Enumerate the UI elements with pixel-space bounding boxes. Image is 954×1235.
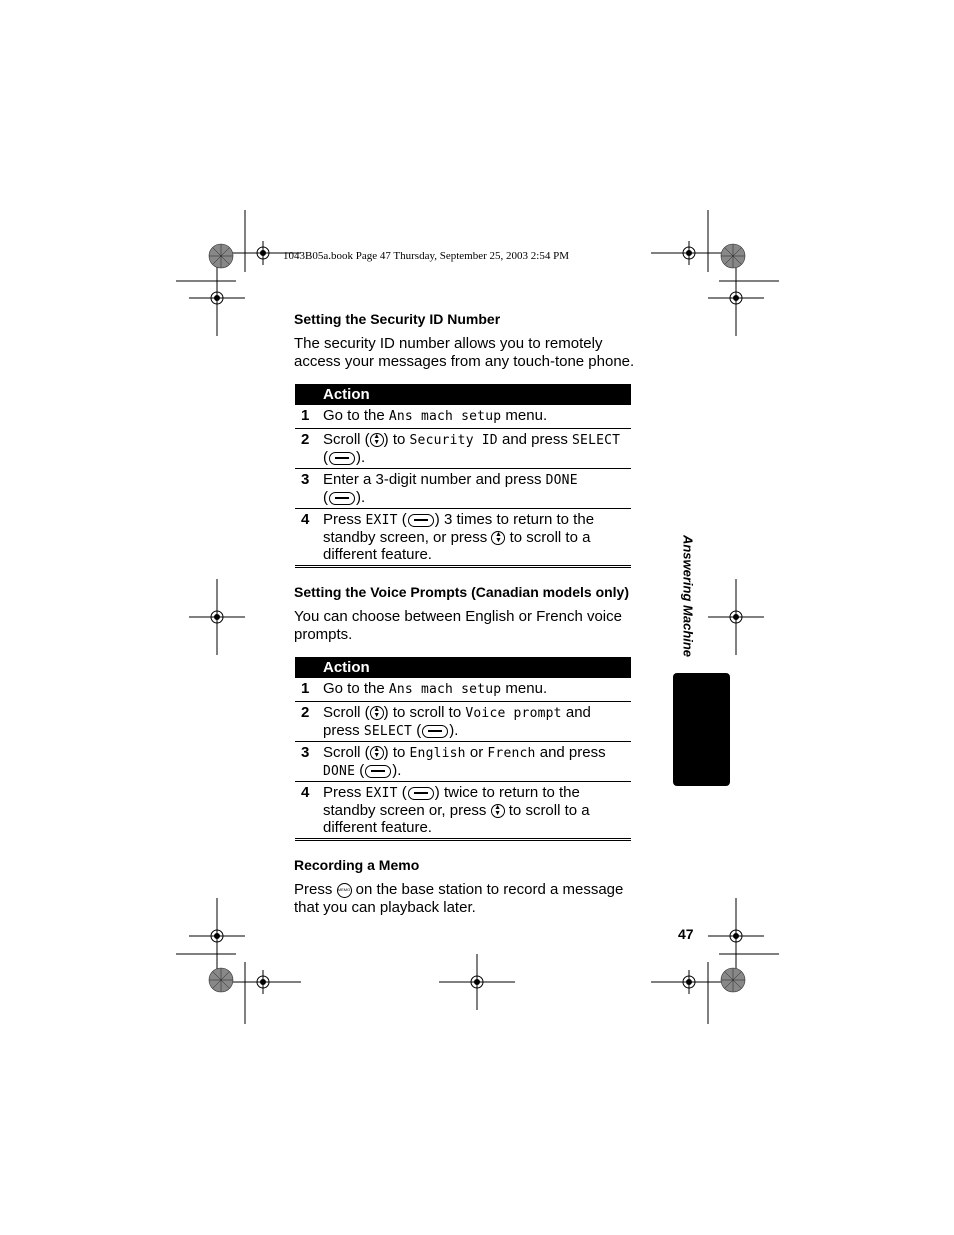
scroll-key-icon: ▲ ▼ (370, 746, 384, 760)
step-text: ). (356, 449, 366, 466)
scroll-key-icon: ▲ ▼ (491, 804, 505, 818)
step-text: ). (392, 762, 402, 779)
table-row (295, 509, 631, 568)
step-number: 3 (301, 744, 310, 761)
step-text: ). (356, 489, 366, 506)
step-number: 4 (301, 784, 310, 801)
step-text: menu. (501, 407, 548, 424)
step-text: Scroll ( (323, 431, 370, 448)
step-text: to scroll to a different feature. (323, 529, 591, 563)
step-text: to scroll to a different feature. (323, 802, 590, 836)
step-text: ) 3 times to return to the standby screen, or press (323, 511, 595, 546)
step-number: 2 (301, 704, 310, 721)
step-text: ( (323, 449, 328, 466)
softkey-icon (329, 452, 355, 465)
step-text: ). (449, 722, 459, 739)
section-heading-voice-prompts: Setting the Voice Prompts (Canadian models only) (294, 584, 630, 600)
display-text: Security ID (409, 433, 498, 448)
softkey-icon (365, 765, 391, 778)
chapter-label (673, 528, 703, 663)
action-table-security-id (295, 384, 631, 568)
scroll-key-icon: ▲ ▼ (370, 706, 384, 720)
softkey-icon (329, 492, 355, 505)
table-row (295, 429, 631, 469)
step-number: 1 (301, 407, 310, 424)
step-text: ( (412, 722, 422, 739)
table-row (295, 678, 631, 702)
step-text: Enter a 3-digit number and press (323, 471, 546, 488)
step-text: ( (397, 784, 407, 801)
softkey-icon (422, 725, 448, 738)
table-row (295, 469, 631, 509)
display-text: French (487, 746, 536, 761)
display-text: SELECT (572, 433, 621, 448)
display-text: SELECT (363, 724, 413, 739)
section-heading-recording-memo: Recording a Memo (294, 857, 420, 873)
paragraph-text: on the base station to record a message that you can playback later. (294, 881, 624, 916)
display-text: Voice prompt (465, 706, 562, 721)
section-intro-voice-prompts: You can choose between English or French voice prompts. (294, 608, 622, 643)
display-text: DONE (545, 473, 578, 488)
display-text: Ans mach setup (388, 682, 502, 697)
page-number: 47 (678, 926, 694, 942)
step-text: ( (397, 511, 407, 528)
step-number: 3 (301, 471, 310, 488)
display-text: English (409, 746, 466, 761)
softkey-icon (408, 787, 434, 800)
display-text: EXIT (365, 786, 398, 801)
step-text: Press (323, 784, 366, 801)
chapter-label-text: Answering Machine (680, 534, 696, 657)
step-number: 2 (301, 431, 310, 448)
step-text: Scroll ( (323, 744, 370, 761)
step-text: ) to scroll to (383, 704, 466, 721)
step-text: Go to the (323, 680, 389, 697)
step-text: ) to (383, 744, 410, 761)
memo-button-icon: MEMO (337, 883, 352, 898)
table-row (295, 405, 631, 429)
step-text: menu. (501, 680, 548, 697)
step-text: ) twice to return to the standby screen or, press (323, 784, 580, 819)
table-row (295, 742, 631, 782)
step-text: ) to (383, 431, 410, 448)
step-text: ( (355, 762, 365, 779)
step-text: and press (535, 744, 606, 761)
chapter-thumb-tab (673, 673, 730, 786)
table-header: Action (295, 384, 631, 405)
softkey-icon (408, 514, 434, 527)
table-row (295, 782, 631, 841)
paragraph-text: Press (294, 881, 337, 898)
action-table-voice-prompts (295, 657, 631, 841)
display-text: DONE (323, 764, 356, 779)
step-text: Scroll ( (323, 704, 370, 721)
section-intro-security-id: The security ID number allows you to remotely access your messages from any touch-tone phone. (294, 335, 635, 370)
step-text: and press (497, 431, 573, 448)
step-number: 4 (301, 511, 310, 528)
step-number: 1 (301, 680, 310, 697)
display-text: Ans mach setup (388, 409, 502, 424)
step-text: ( (323, 489, 328, 506)
step-text: Go to the (323, 407, 389, 424)
step-text: or (465, 744, 488, 761)
scroll-key-icon: ▲ ▼ (491, 531, 505, 545)
step-text: and press (323, 704, 591, 739)
scroll-key-icon: ▲ ▼ (370, 433, 384, 447)
section-intro-recording-memo (294, 881, 649, 916)
print-header: 1043B05a.book Page 47 Thursday, September 25, 2003 2:54 PM (283, 250, 569, 262)
table-header: Action (295, 657, 631, 678)
section-heading-security-id: Setting the Security ID Number (294, 311, 501, 327)
table-row (295, 702, 631, 742)
display-text: EXIT (365, 513, 398, 528)
step-text: Press (323, 511, 366, 528)
